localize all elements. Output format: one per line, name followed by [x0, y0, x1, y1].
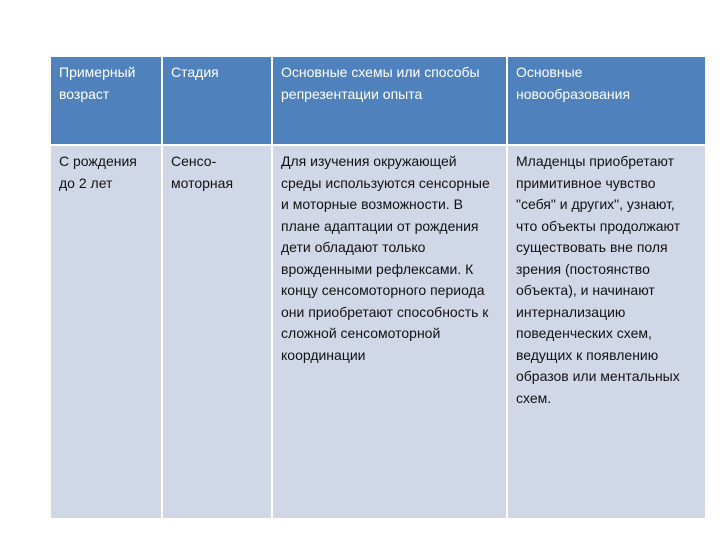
header-stage: Стадия: [163, 57, 273, 146]
table-row: [51, 146, 705, 518]
cell-stage: Сенсо-моторная: [163, 146, 273, 518]
development-stages-table: [51, 57, 705, 518]
cell-schemes: Для изучения окружающей среды используются сенсорные и моторные возможности. В плане адаптации от рождения дети обладают только врожденными рефлексами. К концу сенсомоторного периода они приобретают способность к сложной сенсомоторной координации: [273, 146, 508, 518]
cell-age: С рождения до 2 лет: [51, 146, 163, 518]
table: [51, 57, 705, 518]
header-age: Примерный возраст: [51, 57, 163, 146]
header-new-formations: Основные новообразования: [508, 57, 705, 146]
header-row: [51, 57, 705, 146]
header-schemes: Основные схемы или способы репрезентации опыта: [273, 57, 508, 146]
cell-new-formations: Младенцы приобретают примитивное чувство "себя" и других", узнают, что объекты продолжают существовать вне поля зрения (постоянство объекта), и начинают интернализацию поведенческих схем, ведущих к появлению образов или ментальных схем.: [508, 146, 705, 518]
